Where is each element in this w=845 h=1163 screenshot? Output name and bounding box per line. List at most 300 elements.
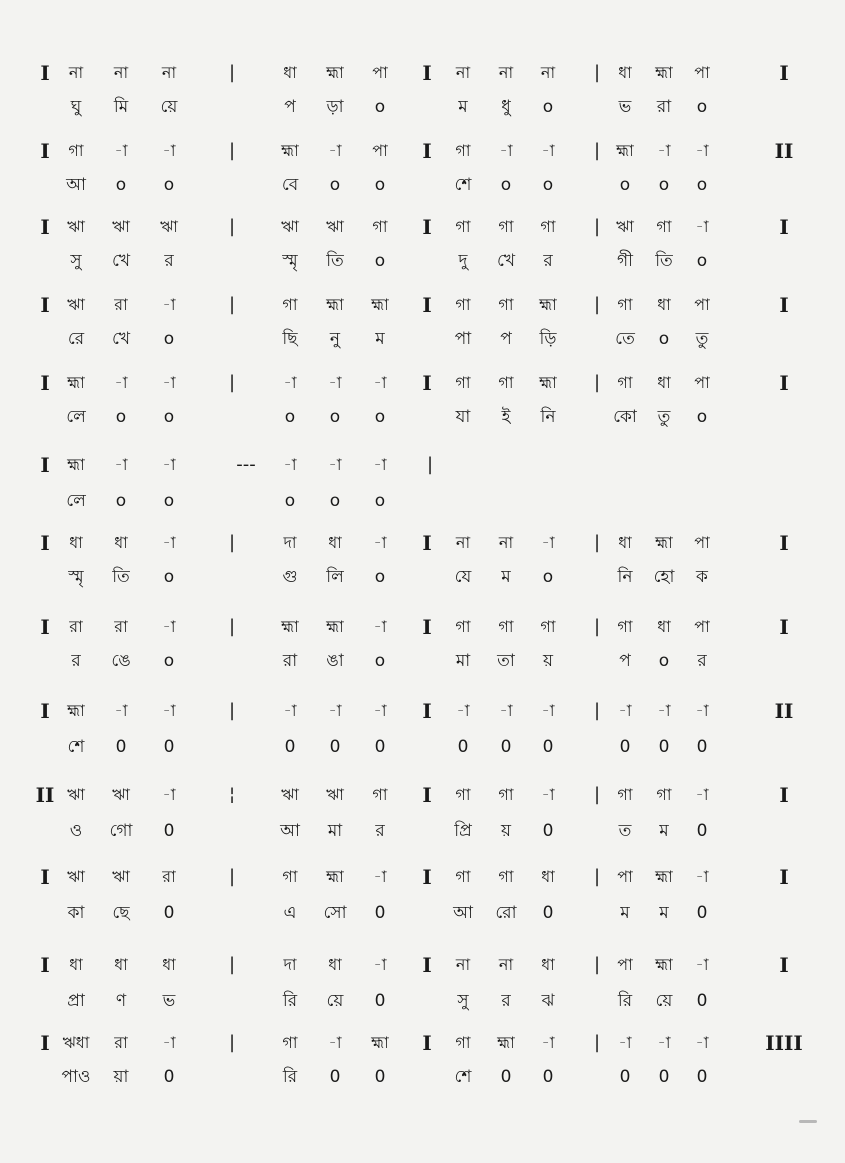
lyric-syllable: 0 bbox=[542, 737, 554, 757]
barline: I bbox=[422, 953, 432, 977]
swara-note: -া bbox=[695, 955, 709, 974]
barline: I bbox=[422, 865, 432, 889]
barline: | bbox=[593, 866, 601, 887]
lyric-syllable: বে bbox=[281, 175, 299, 195]
lyric-syllable: 0 bbox=[374, 1067, 386, 1087]
row-start-barline: I bbox=[40, 953, 50, 977]
barline: | bbox=[593, 294, 601, 315]
swara-note: না bbox=[455, 533, 471, 552]
lyric-syllable: ত bbox=[618, 821, 632, 841]
swara-note: -া bbox=[373, 867, 387, 886]
swara-note: পা bbox=[694, 533, 710, 552]
swara-note: -া bbox=[499, 701, 513, 720]
swara-note: -া bbox=[162, 455, 176, 474]
barline: | bbox=[593, 616, 601, 637]
barline: | bbox=[593, 954, 601, 975]
swara-note: হ্মা bbox=[326, 617, 344, 636]
lyric-syllable: ভ bbox=[618, 97, 632, 117]
barline: --- bbox=[236, 454, 256, 475]
lyric-syllable: ম bbox=[659, 903, 669, 923]
swara-note: পা bbox=[694, 295, 710, 314]
row-end-barline: I bbox=[779, 865, 789, 889]
lyric-syllable: র bbox=[697, 651, 707, 671]
swara-note: ধা bbox=[657, 373, 671, 392]
row-end-barline: I bbox=[779, 783, 789, 807]
lyric-line bbox=[0, 170, 845, 200]
swara-note: গা bbox=[656, 217, 672, 236]
lyric-syllable: স্মৃ bbox=[282, 251, 298, 271]
barline: | bbox=[228, 140, 236, 161]
lyric-syllable: o bbox=[696, 175, 708, 195]
swara-note: -া bbox=[162, 785, 176, 804]
swara-note: -া bbox=[283, 701, 297, 720]
swara-note: হ্মা bbox=[497, 1033, 515, 1052]
lyric-syllable: ধু bbox=[501, 97, 511, 117]
swara-note: ধা bbox=[69, 533, 83, 552]
lyric-syllable: o bbox=[542, 175, 554, 195]
swara-line bbox=[0, 368, 845, 398]
swara-note: গা bbox=[540, 217, 556, 236]
barline: | bbox=[228, 1032, 236, 1053]
swara-note: গা bbox=[498, 617, 514, 636]
swara-note: পা bbox=[694, 63, 710, 82]
lyric-syllable: তি bbox=[655, 251, 673, 271]
barline: | bbox=[593, 140, 601, 161]
swara-note: -া bbox=[162, 701, 176, 720]
swara-note: ঋা bbox=[112, 867, 130, 886]
row-end-barline: II bbox=[774, 699, 794, 723]
lyric-syllable: কো bbox=[613, 407, 637, 427]
swara-note: -া bbox=[373, 373, 387, 392]
swara-note: -া bbox=[695, 785, 709, 804]
swara-note: -া bbox=[695, 867, 709, 886]
lyric-syllable: 0 bbox=[284, 737, 296, 757]
swara-note: -া bbox=[657, 141, 671, 160]
notation-row bbox=[0, 58, 845, 142]
swara-note: -া bbox=[373, 533, 387, 552]
swara-note: গা bbox=[617, 785, 633, 804]
swara-note: -া bbox=[456, 701, 470, 720]
lyric-syllable: য় bbox=[542, 651, 553, 671]
row-start-barline: I bbox=[40, 61, 50, 85]
swara-note: ধা bbox=[541, 867, 555, 886]
lyric-syllable: 0 bbox=[163, 903, 175, 923]
swara-note: গা bbox=[455, 217, 471, 236]
lyric-syllable: গো bbox=[109, 821, 133, 841]
lyric-syllable: ড়া bbox=[326, 97, 344, 117]
lyric-syllable: যা bbox=[455, 407, 471, 427]
lyric-syllable: তি bbox=[326, 251, 344, 271]
swara-note: -া bbox=[328, 373, 342, 392]
swara-note: ঋা bbox=[67, 217, 85, 236]
lyric-line bbox=[0, 646, 845, 676]
lyric-line bbox=[0, 246, 845, 276]
lyric-syllable: য়ে bbox=[160, 97, 178, 117]
lyric-syllable: পাও bbox=[61, 1067, 91, 1087]
lyric-syllable: নি bbox=[540, 407, 556, 427]
lyric-syllable: আ bbox=[280, 821, 300, 841]
swara-note: না bbox=[161, 63, 177, 82]
swara-note: -া bbox=[695, 1033, 709, 1052]
swara-line bbox=[0, 862, 845, 892]
lyric-syllable: 0 bbox=[374, 737, 386, 757]
swara-line bbox=[0, 528, 845, 558]
lyric-syllable: 0 bbox=[542, 821, 554, 841]
lyric-syllable: শে bbox=[454, 1067, 472, 1087]
lyric-syllable: o bbox=[696, 251, 708, 271]
lyric-line bbox=[0, 562, 845, 592]
swara-line bbox=[0, 290, 845, 320]
lyric-syllable: তু bbox=[657, 407, 671, 427]
lyric-syllable: প bbox=[284, 97, 296, 117]
swara-note: -া bbox=[541, 1033, 555, 1052]
swara-note: -া bbox=[162, 373, 176, 392]
lyric-syllable: o bbox=[115, 407, 127, 427]
swara-note: ধা bbox=[541, 955, 555, 974]
lyric-syllable: র bbox=[375, 821, 385, 841]
swara-note: ঋা bbox=[326, 217, 344, 236]
lyric-syllable: হো bbox=[653, 567, 675, 587]
swara-note: হ্মা bbox=[655, 867, 673, 886]
scan-mark bbox=[799, 1120, 817, 1123]
swara-note: -া bbox=[657, 701, 671, 720]
lyric-syllable: o bbox=[374, 251, 386, 271]
lyric-syllable: প bbox=[619, 651, 631, 671]
lyric-syllable: রে bbox=[67, 329, 85, 349]
barline: | bbox=[593, 1032, 601, 1053]
lyric-syllable: o bbox=[542, 97, 554, 117]
swara-note: না bbox=[455, 63, 471, 82]
swara-note: -া bbox=[114, 701, 128, 720]
lyric-syllable: তে bbox=[615, 329, 635, 349]
lyric-syllable: শে bbox=[67, 737, 85, 757]
swara-note: রা bbox=[114, 295, 128, 314]
lyric-syllable: o bbox=[163, 407, 175, 427]
lyric-syllable: ভ bbox=[162, 991, 176, 1011]
swara-note: -া bbox=[695, 701, 709, 720]
swara-note: রা bbox=[114, 1033, 128, 1052]
barline: | bbox=[593, 784, 601, 805]
swara-note: না bbox=[498, 955, 514, 974]
lyric-syllable: রো bbox=[495, 903, 517, 923]
swara-note: -া bbox=[373, 455, 387, 474]
lyric-line bbox=[0, 92, 845, 122]
swara-note: হ্মা bbox=[655, 63, 673, 82]
lyric-syllable: রি bbox=[282, 991, 298, 1011]
lyric-syllable: গু bbox=[282, 567, 298, 587]
swara-note: ধা bbox=[618, 533, 632, 552]
lyric-syllable: তা bbox=[497, 651, 515, 671]
lyric-syllable: o bbox=[163, 175, 175, 195]
barline: | bbox=[228, 700, 236, 721]
swara-note: না bbox=[113, 63, 129, 82]
swara-note: -া bbox=[162, 617, 176, 636]
swara-note: রা bbox=[69, 617, 83, 636]
swara-note: ধা bbox=[114, 955, 128, 974]
swara-line bbox=[0, 696, 845, 726]
lyric-syllable: স্মৃ bbox=[68, 567, 84, 587]
lyric-syllable: 0 bbox=[696, 1067, 708, 1087]
swara-note: হ্মা bbox=[281, 617, 299, 636]
lyric-syllable: গী bbox=[616, 251, 633, 271]
barline: I bbox=[422, 615, 432, 639]
lyric-syllable: ক bbox=[696, 567, 708, 587]
row-end-barline: I bbox=[779, 371, 789, 395]
swara-note: ধা bbox=[328, 533, 342, 552]
barline: I bbox=[422, 293, 432, 317]
swara-note: না bbox=[498, 533, 514, 552]
barline: | bbox=[228, 372, 236, 393]
lyric-line bbox=[0, 324, 845, 354]
lyric-syllable: লি bbox=[326, 567, 344, 587]
notation-row bbox=[0, 528, 845, 612]
lyric-syllable: প্রি bbox=[454, 821, 472, 841]
swara-note: -া bbox=[328, 455, 342, 474]
swara-note: ঋধা bbox=[62, 1033, 90, 1052]
swara-note: না bbox=[455, 955, 471, 974]
row-end-barline: I bbox=[779, 61, 789, 85]
swara-note: -া bbox=[541, 785, 555, 804]
swara-note: ঋা bbox=[67, 785, 85, 804]
swara-note: হ্মা bbox=[67, 455, 85, 474]
notation-row bbox=[0, 780, 845, 864]
swara-note: ধা bbox=[618, 63, 632, 82]
row-start-barline: I bbox=[40, 215, 50, 239]
notation-row bbox=[0, 862, 845, 946]
lyric-syllable: য়া bbox=[113, 1067, 129, 1087]
swara-note: পা bbox=[694, 373, 710, 392]
lyric-syllable: o bbox=[284, 407, 296, 427]
swara-note: -া bbox=[541, 141, 555, 160]
lyric-syllable: কা bbox=[67, 903, 85, 923]
swara-note: গা bbox=[498, 867, 514, 886]
swara-note: -া bbox=[499, 141, 513, 160]
row-end-barline: I bbox=[779, 615, 789, 639]
swara-note: গা bbox=[68, 141, 84, 160]
barline: | bbox=[228, 294, 236, 315]
lyric-syllable: ম bbox=[458, 97, 468, 117]
lyric-syllable: র bbox=[164, 251, 174, 271]
swara-note: গা bbox=[617, 295, 633, 314]
swara-note: দা bbox=[283, 533, 297, 552]
lyric-syllable: 0 bbox=[696, 991, 708, 1011]
swara-note: হ্মা bbox=[326, 867, 344, 886]
row-end-barline: I bbox=[779, 531, 789, 555]
lyric-syllable: o bbox=[374, 407, 386, 427]
swara-note: ঋা bbox=[160, 217, 178, 236]
lyric-syllable: 0 bbox=[696, 737, 708, 757]
barline: I bbox=[422, 699, 432, 723]
swara-note: গা bbox=[282, 1033, 298, 1052]
barline: I bbox=[422, 139, 432, 163]
lyric-syllable: o bbox=[500, 175, 512, 195]
swara-note: গা bbox=[455, 867, 471, 886]
swara-note: হ্মা bbox=[326, 295, 344, 314]
swara-note: ঋা bbox=[67, 867, 85, 886]
lyric-syllable: য়ে bbox=[326, 991, 344, 1011]
swara-line bbox=[0, 950, 845, 980]
lyric-syllable: মি bbox=[113, 97, 129, 117]
lyric-syllable: o bbox=[374, 491, 386, 511]
swara-note: গা bbox=[540, 617, 556, 636]
lyric-syllable: খে bbox=[111, 251, 131, 271]
lyric-syllable: তি bbox=[112, 567, 130, 587]
lyric-syllable: ঙে bbox=[111, 651, 131, 671]
lyric-syllable: সো bbox=[323, 903, 347, 923]
lyric-syllable: o bbox=[374, 651, 386, 671]
barline: | bbox=[593, 532, 601, 553]
barline: I bbox=[422, 1031, 432, 1055]
lyric-line bbox=[0, 816, 845, 846]
swara-note: -া bbox=[373, 617, 387, 636]
swara-note: হ্মা bbox=[281, 141, 299, 160]
lyric-syllable: ও bbox=[69, 821, 83, 841]
lyric-syllable: o bbox=[374, 175, 386, 195]
lyric-syllable: 0 bbox=[457, 737, 469, 757]
lyric-syllable: o bbox=[329, 175, 341, 195]
swara-note: -া bbox=[373, 955, 387, 974]
row-start-barline: I bbox=[40, 699, 50, 723]
lyric-syllable: সু bbox=[70, 251, 82, 271]
barline: I bbox=[422, 215, 432, 239]
lyric-syllable: ঝ bbox=[541, 991, 555, 1011]
lyric-syllable: লে bbox=[66, 407, 86, 427]
swara-note: গা bbox=[617, 373, 633, 392]
swara-note: গা bbox=[656, 785, 672, 804]
lyric-syllable: o bbox=[163, 651, 175, 671]
row-end-barline: I bbox=[779, 215, 789, 239]
lyric-syllable: 0 bbox=[374, 991, 386, 1011]
swara-line bbox=[0, 1028, 845, 1058]
lyric-syllable: o bbox=[329, 407, 341, 427]
swara-note: হ্মা bbox=[655, 955, 673, 974]
swara-note: না bbox=[498, 63, 514, 82]
notation-row bbox=[0, 1028, 845, 1112]
swara-note: হ্মা bbox=[67, 373, 85, 392]
swara-note: গা bbox=[455, 141, 471, 160]
lyric-syllable: প্রা bbox=[67, 991, 85, 1011]
swara-note: ঋা bbox=[112, 217, 130, 236]
lyric-syllable: নি bbox=[617, 567, 633, 587]
lyric-syllable: o bbox=[658, 329, 670, 349]
lyric-syllable: র bbox=[543, 251, 553, 271]
lyric-syllable: o bbox=[658, 175, 670, 195]
swara-note: গা bbox=[617, 617, 633, 636]
lyric-syllable: রা bbox=[656, 97, 672, 117]
lyric-syllable: ণ bbox=[115, 991, 127, 1011]
lyric-syllable: 0 bbox=[163, 821, 175, 841]
lyric-syllable: ম bbox=[659, 821, 669, 841]
lyric-line bbox=[0, 732, 845, 762]
barline: | bbox=[593, 372, 601, 393]
swara-note: ধা bbox=[657, 295, 671, 314]
row-start-barline: II bbox=[35, 783, 55, 807]
swara-note: গা bbox=[372, 785, 388, 804]
swara-line bbox=[0, 212, 845, 242]
lyric-syllable: যে bbox=[454, 567, 472, 587]
swara-note: হ্মা bbox=[655, 533, 673, 552]
swara-note: ঋা bbox=[616, 217, 634, 236]
lyric-syllable: ম bbox=[620, 903, 630, 923]
lyric-syllable: য় bbox=[500, 821, 511, 841]
swara-note: হ্মা bbox=[539, 295, 557, 314]
swara-note: -া bbox=[162, 533, 176, 552]
lyric-syllable: 0 bbox=[619, 1067, 631, 1087]
swara-note: গা bbox=[372, 217, 388, 236]
lyric-line bbox=[0, 402, 845, 432]
swara-note: হ্মা bbox=[616, 141, 634, 160]
swara-note: ঋা bbox=[281, 217, 299, 236]
lyric-syllable: রা bbox=[282, 651, 298, 671]
lyric-syllable: 0 bbox=[542, 903, 554, 923]
barline: | bbox=[593, 62, 601, 83]
swara-note: -া bbox=[618, 701, 632, 720]
swara-note: গা bbox=[498, 217, 514, 236]
lyric-syllable: o bbox=[658, 651, 670, 671]
lyric-line bbox=[0, 1062, 845, 1092]
swara-note: গা bbox=[455, 785, 471, 804]
swara-note: রা bbox=[162, 867, 176, 886]
barline: I bbox=[422, 783, 432, 807]
lyric-syllable: আ bbox=[66, 175, 86, 195]
lyric-syllable: o bbox=[374, 567, 386, 587]
swara-note: পা bbox=[617, 955, 633, 974]
lyric-syllable: মা bbox=[455, 651, 471, 671]
swara-note: ঋা bbox=[326, 785, 344, 804]
lyric-syllable: সু bbox=[457, 991, 469, 1011]
swara-line bbox=[0, 612, 845, 642]
swara-note: হ্মা bbox=[539, 373, 557, 392]
notation-row bbox=[0, 450, 845, 534]
swara-note: পা bbox=[617, 867, 633, 886]
barline: | bbox=[228, 62, 236, 83]
swara-note: -া bbox=[618, 1033, 632, 1052]
swara-line bbox=[0, 136, 845, 166]
swara-note: হ্মা bbox=[67, 701, 85, 720]
barline: I bbox=[422, 61, 432, 85]
lyric-syllable: র bbox=[501, 991, 511, 1011]
lyric-syllable: 0 bbox=[115, 737, 127, 757]
lyric-line bbox=[0, 486, 845, 516]
barline: | bbox=[228, 866, 236, 887]
swara-note: না bbox=[540, 63, 556, 82]
lyric-syllable: প bbox=[500, 329, 512, 349]
swara-line bbox=[0, 450, 845, 480]
lyric-syllable: 0 bbox=[658, 737, 670, 757]
barline: ¦ bbox=[228, 784, 236, 805]
row-end-barline: | bbox=[426, 454, 434, 475]
lyric-syllable: খে bbox=[111, 329, 131, 349]
lyric-syllable: শে bbox=[454, 175, 472, 195]
lyric-syllable: য়ে bbox=[655, 991, 673, 1011]
lyric-syllable: নু bbox=[329, 329, 341, 349]
swara-note: -া bbox=[695, 141, 709, 160]
lyric-syllable: ঘু bbox=[70, 97, 82, 117]
row-end-barline: II bbox=[774, 139, 794, 163]
row-end-barline: I bbox=[779, 293, 789, 317]
notation-row bbox=[0, 290, 845, 374]
lyric-syllable: রি bbox=[617, 991, 633, 1011]
lyric-syllable: ড়ি bbox=[539, 329, 557, 349]
row-end-barline: IIII bbox=[765, 1031, 803, 1055]
lyric-syllable: ম bbox=[501, 567, 511, 587]
lyric-syllable: 0 bbox=[658, 1067, 670, 1087]
lyric-syllable: o bbox=[374, 97, 386, 117]
barline: | bbox=[593, 700, 601, 721]
row-start-barline: I bbox=[40, 293, 50, 317]
lyric-syllable: পা bbox=[454, 329, 472, 349]
lyric-syllable: 0 bbox=[163, 737, 175, 757]
